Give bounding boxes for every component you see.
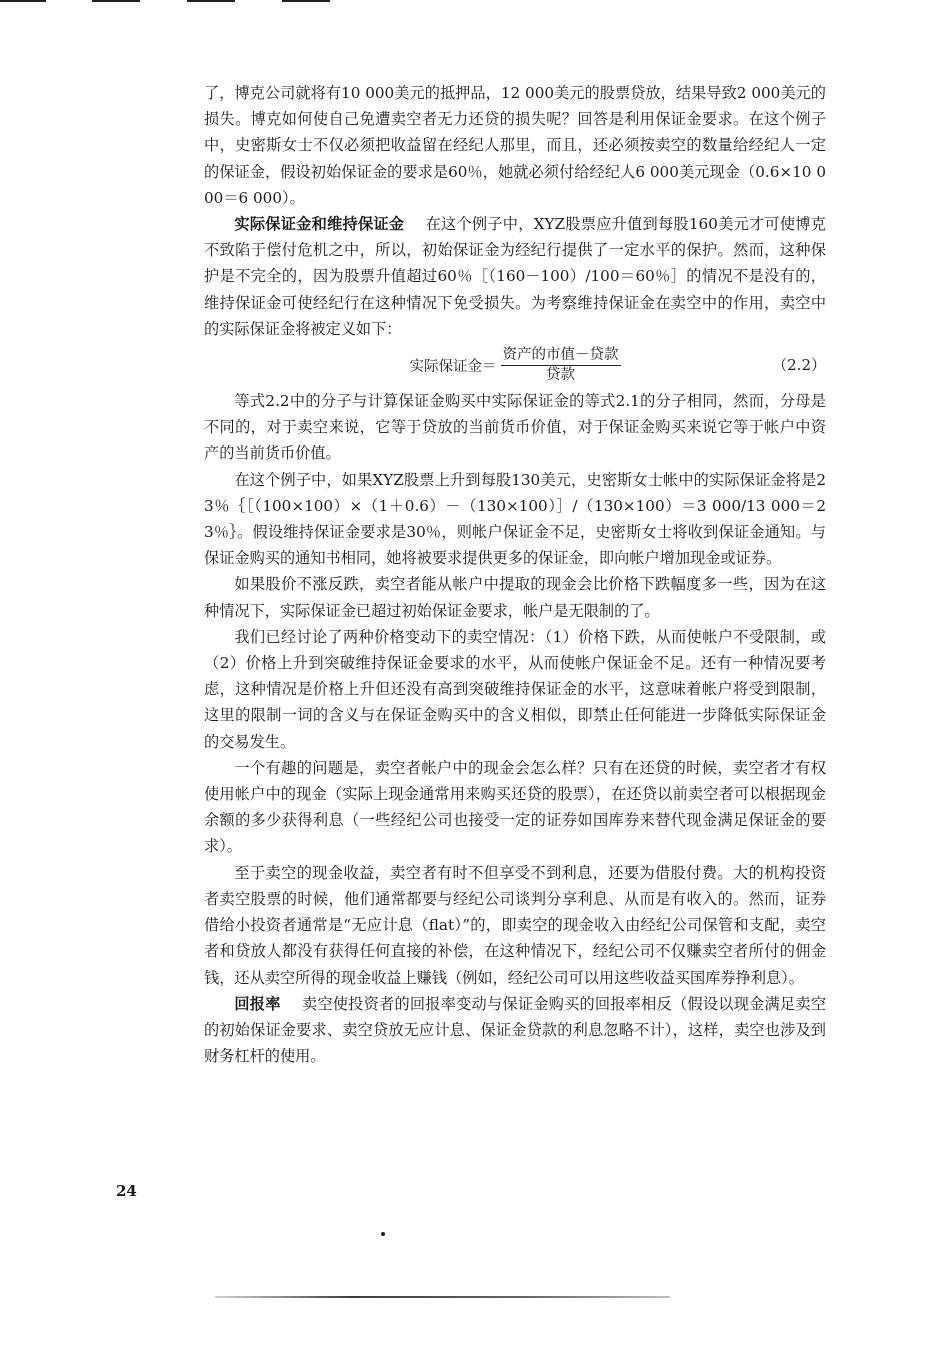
paragraph-1: 了，博克公司就将有10 000美元的抵押品，12 000美元的股票贷放，结果导致2 000美元的损失。博克如何使自己免遭卖空者无力还贷的损失呢？回答是利用保证金要求。在这个例子中，史密斯女士不仅必须把收益留在经纪人那里，而且，还必须按卖空的数量给经纪人一定的保证金，假设初始保证金的要求是60％，她就必须付给经纪人6 000美元现金（0.6×10 000＝6 000）。 (204, 84, 826, 207)
paragraph-7: 一个有趣的问题是，卖空者帐户中的现金会怎么样？只有在还贷的时候，卖空者才有权使用帐户中的现金（实际上现金通常用来购买还贷的股票），在还贷以前卖空者可以根据现金余额的多少获得利息（一些经纪公司也接受一定的证券如国库券来替代现金满足保证金的要求）。 (204, 758, 826, 856)
scan-speck (381, 1232, 385, 1236)
equation-numerator: 资产的市值－贷款 (501, 347, 621, 366)
page-body (204, 80, 826, 1069)
top-rule (187, 0, 235, 2)
equation-2-2 (204, 342, 826, 388)
section-heading-margin: 实际保证金和维持保证金 (234, 215, 405, 234)
top-rule (92, 0, 140, 2)
equation-number: （2.2） (772, 356, 826, 375)
section-heading-return: 回报率 (234, 994, 281, 1013)
paragraph-3: 等式2.2中的分子与计算保证金购买中实际保证金的等式2.1的分子相同，然而，分母是不同的，对于卖空来说，它等于贷放的当前货币价值，对于保证金购买来说它等于帐户中资产的当前货币价值。 (204, 392, 826, 463)
equation-denominator: 贷款 (546, 366, 575, 383)
equation-lhs: 实际保证金＝ (409, 358, 497, 375)
paragraph-9 (204, 991, 826, 1070)
top-rule (282, 0, 330, 2)
bottom-scan-rule (215, 1296, 670, 1298)
top-scan-rules (0, 0, 952, 6)
paragraph-6: 我们已经讨论了两种价格变动下的卖空情况：（1）价格下跌，从而使帐户不受限制，或（2）价格上升到突破维持保证金要求的水平，从而使帐户保证金不足。还有一种情况要考虑，这种情况是价格上升但还没有高到突破维持保证金的水平，这意味着帐户将受到限制，这里的限制一词的含义与在保证金购买中的含义相似，即禁止任何能进一步降低实际保证金的交易发生。 (204, 627, 826, 751)
paragraph-4: 在这个例子中，如果XYZ股票上升到每股130美元，史密斯女士帐中的实际保证金将是23％｛［（100×100）×（1＋0.6）－（130×100）］/（130×100）＝3 000/13 000＝23％｝。假设维持保证金要求是30％，则帐户保证金不足，史密斯女士将收到保证金通知。与保证金购买的通知书相同，她将被要求提供更多的保证金，即向帐户增加现金或证券。 (204, 470, 826, 568)
equation-fraction (501, 347, 621, 384)
page-number: 24 (116, 1182, 137, 1200)
paragraph-8: 至于卖空的现金收益，卖空者有时不但享受不到利息，还要为借股付费。大的机构投资者卖空股票的时候，他们通常都要与经纪公司谈判分享利息、从而是有收入的。然而，证券借给小投资者通常是“无应计息（flat）”的，即卖空的现金收入由经纪公司保管和支配，卖空者和贷放人都没有获得任何直接的补偿，在这种情况下，经纪公司不仅赚卖空者所付的佣金钱，还从卖空所得的现金收益上赚钱（例如，经纪公司可以用这些收益买国库券挣利息）。 (204, 863, 826, 987)
top-rule (0, 0, 46, 2)
paragraph-9-text: 卖空使投资者的回报率变动与保证金购买的回报率相反（假设以现金满足卖空的初始保证金要求、卖空贷放无应计息、保证金贷款的利息忽略不计），这样，卖空也涉及到财务杠杆的使用。 (204, 994, 827, 1066)
paragraph-5: 如果股价不涨反跌，卖空者能从帐户中提取的现金会比价格下跌幅度多一些，因为在这种情况下，实际保证金已超过初始保证金要求，帐户是无限制的了。 (204, 575, 826, 620)
paragraph-2-text: 在这个例子中，XYZ股票应升值到每股160美元才可使博克不致陷于偿付危机之中，所以，初始保证金为经纪行提供了一定水平的保护。然而，这种保护是不完全的，因为股票升值超过60％［（160－100）/100＝60％］的情况不是没有的，维持保证金可使经纪行在这种情况下免受损失。为考察维持保证金在卖空中的作用，卖空中的实际保证金将被定义如下： (204, 215, 826, 338)
paragraph-2 (204, 211, 826, 342)
